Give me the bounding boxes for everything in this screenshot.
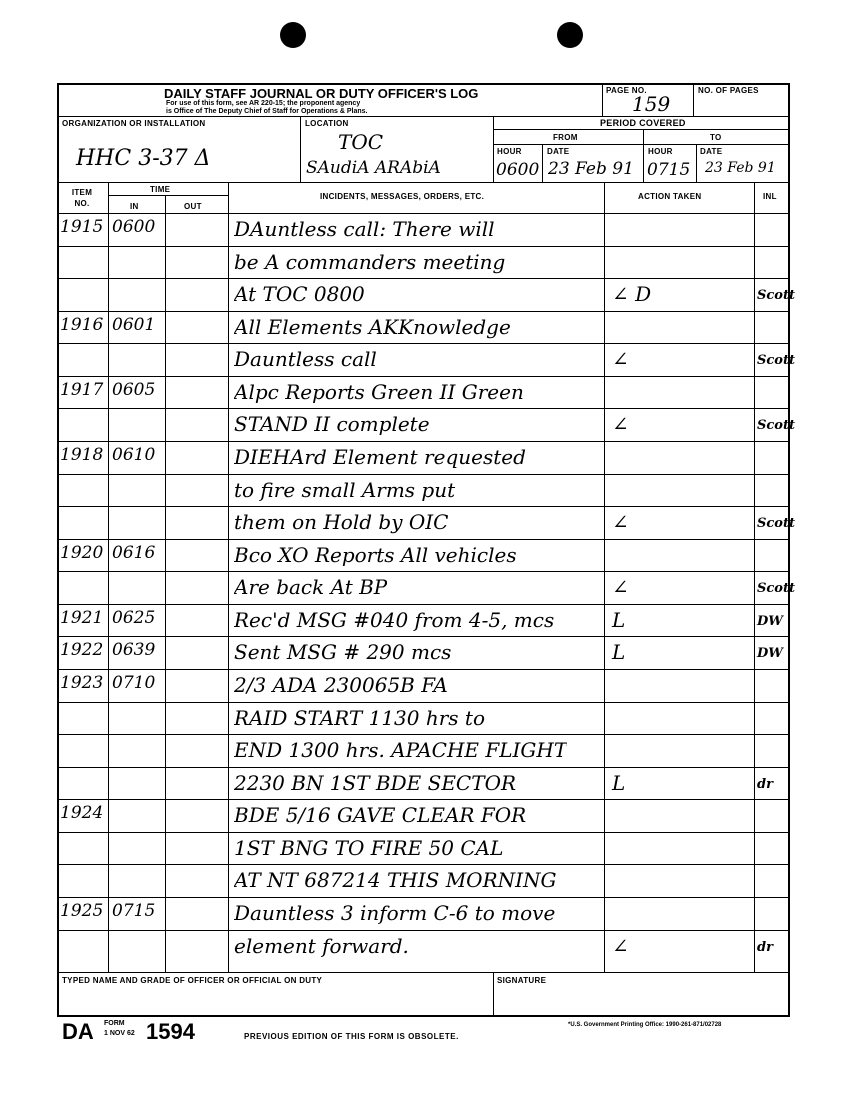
incident-text: At TOC 0800 — [234, 282, 365, 307]
row-divider — [57, 897, 790, 898]
row-divider — [57, 930, 790, 931]
incident-text: element forward. — [234, 933, 409, 958]
col-out-label: OUT — [184, 202, 202, 211]
row-divider — [57, 636, 790, 637]
row-divider — [57, 539, 790, 540]
signature-label: SIGNATURE — [497, 976, 547, 985]
row-divider — [57, 278, 790, 279]
item-number: 1920 — [60, 542, 104, 563]
time-in: 0600 — [112, 217, 156, 237]
row-divider — [57, 376, 790, 377]
incident-text: 2/3 ADA 230065B FA — [234, 673, 448, 697]
incident-text: DIEHArd Element requested — [234, 445, 526, 469]
initials: DW — [757, 613, 783, 629]
incident-text: Alpc Reports Green II Green — [234, 379, 524, 404]
row-divider — [57, 799, 790, 800]
incident-text: to fire small Arms put — [234, 477, 456, 502]
to-date-value: 23 Feb 91 — [705, 160, 776, 176]
to-hour-label: HOUR — [648, 147, 673, 156]
location-line-2: SAudiA ARAbiA — [306, 158, 441, 178]
time-in: 0715 — [112, 901, 156, 921]
initials: Scott — [757, 516, 795, 532]
row-divider — [57, 474, 790, 475]
time-in: 0639 — [112, 640, 156, 661]
action-taken: ∠ — [612, 510, 629, 535]
incident-text: be A commanders meeting — [234, 249, 506, 274]
action-taken: L — [612, 640, 626, 665]
incident-text: STAND II complete — [234, 412, 430, 437]
initials: Scott — [757, 581, 795, 597]
row-divider — [57, 246, 790, 247]
from-date-value: 23 Feb 91 — [548, 159, 634, 179]
page-no-label: PAGE NO. — [606, 86, 647, 95]
row-divider — [57, 702, 790, 703]
to-label: TO — [710, 133, 722, 142]
incident-text: Dauntless call — [234, 347, 377, 372]
action-taken: L — [612, 607, 626, 632]
form-prefix: DA — [62, 1019, 94, 1044]
action-taken: ∠ — [612, 347, 629, 372]
row-divider — [57, 734, 790, 735]
row-divider — [57, 311, 790, 312]
punch-hole-left — [280, 22, 306, 48]
col-action-label: ACTION TAKEN — [638, 192, 702, 201]
form-subtitle-1: For use of this form, see AR 220-15; the proponent agency — [166, 100, 361, 107]
row-divider — [57, 832, 790, 833]
time-in: 0616 — [112, 542, 156, 563]
initials: Scott — [757, 288, 795, 304]
action-taken: ∠ — [612, 933, 629, 958]
location-line-1: TOC — [338, 130, 384, 154]
incident-text: DAuntless call: There will — [234, 217, 495, 241]
item-number: 1922 — [60, 640, 104, 661]
action-taken: ∠ — [612, 575, 629, 600]
col-inl-label: INL — [763, 192, 777, 201]
col-time-label: TIME — [150, 185, 171, 194]
typed-name-label: TYPED NAME AND GRADE OF OFFICER OR OFFICIAL ON DUTY — [62, 976, 323, 985]
item-number: 1923 — [60, 673, 104, 693]
no-of-pages-label: NO. OF PAGES — [698, 86, 759, 95]
item-number: 1917 — [60, 379, 104, 400]
organization-value: HHC 3-37 Δ — [76, 146, 211, 171]
item-number: 1925 — [60, 901, 104, 921]
time-in: 0625 — [112, 607, 156, 628]
col-in-label: IN — [130, 202, 139, 211]
time-in: 0710 — [112, 673, 156, 693]
initials: dr — [757, 939, 773, 955]
punch-hole-right — [557, 22, 583, 48]
from-hour-value: 0600 — [496, 160, 540, 180]
time-in: 0605 — [112, 379, 156, 400]
action-taken: ∠ — [612, 412, 629, 437]
incident-text: BDE 5/16 GAVE CLEAR FOR — [234, 803, 527, 828]
row-divider — [57, 604, 790, 605]
to-hour-value: 0715 — [647, 160, 691, 180]
from-date-label: DATE — [547, 147, 570, 156]
time-in: 0610 — [112, 445, 156, 465]
organization-label: ORGANIZATION OR INSTALLATION — [62, 119, 206, 128]
incident-text: Sent MSG # 290 mcs — [234, 640, 452, 665]
row-divider — [57, 408, 790, 409]
incident-text: AT NT 687214 THIS MORNING — [234, 868, 557, 893]
printing-office-note: *U.S. Government Printing Office: 1990-261-871/02728 — [568, 1022, 722, 1028]
form-subtitle-2: is Office of The Deputy Chief of Staff for Operations & Plans. — [166, 108, 368, 115]
incident-text: Rec'd MSG #040 from 4-5, mcs — [234, 607, 555, 632]
incident-text: Are back At BP — [234, 575, 388, 600]
period-covered-label: PERIOD COVERED — [600, 118, 686, 128]
col-item-label: ITEM NO. — [71, 188, 93, 208]
form-title: DAILY STAFF JOURNAL OR DUTY OFFICER'S LOG — [164, 86, 479, 101]
initials: Scott — [757, 353, 795, 369]
initials: dr — [757, 776, 773, 792]
incident-text: Bco XO Reports All vehicles — [234, 542, 517, 567]
initials: Scott — [757, 418, 795, 434]
incident-text: All Elements AKKnowledge — [234, 314, 511, 339]
row-divider — [57, 571, 790, 572]
item-number: 1916 — [60, 314, 104, 335]
incident-text: 1ST BNG TO FIRE 50 CAL — [234, 835, 504, 860]
item-number: 1921 — [60, 607, 104, 628]
col-incidents-label: INCIDENTS, MESSAGES, ORDERS, ETC. — [320, 192, 485, 201]
incident-text: Dauntless 3 inform C-6 to move — [234, 901, 556, 925]
item-number: 1915 — [60, 217, 104, 237]
row-divider — [57, 669, 790, 670]
from-label: FROM — [553, 133, 578, 142]
location-label: LOCATION — [305, 119, 349, 128]
action-taken: L — [612, 770, 626, 795]
row-divider — [57, 441, 790, 442]
item-number: 1924 — [60, 803, 104, 824]
incident-text: 2230 BN 1ST BDE SECTOR — [234, 770, 517, 795]
from-hour-label: HOUR — [497, 147, 522, 156]
incident-text: them on Hold by OIC — [234, 510, 449, 535]
item-number: 1918 — [60, 445, 104, 465]
form-word: FORM — [104, 1020, 125, 1027]
incident-text: END 1300 hrs. APACHE FLIGHT — [234, 738, 568, 763]
form-date: 1 NOV 62 — [104, 1030, 135, 1037]
row-divider — [57, 506, 790, 507]
incident-text: RAID START 1130 hrs to — [234, 705, 485, 730]
form-number: 1594 — [146, 1019, 195, 1044]
time-in: 0601 — [112, 314, 156, 335]
action-taken: ∠ D — [612, 282, 652, 307]
to-date-label: DATE — [700, 147, 723, 156]
initials: DW — [757, 646, 783, 662]
page-no-value: 159 — [632, 92, 671, 116]
row-divider — [57, 864, 790, 865]
row-divider — [57, 767, 790, 768]
previous-edition-note: PREVIOUS EDITION OF THIS FORM IS OBSOLETE. — [244, 1032, 459, 1041]
row-divider — [57, 343, 790, 344]
